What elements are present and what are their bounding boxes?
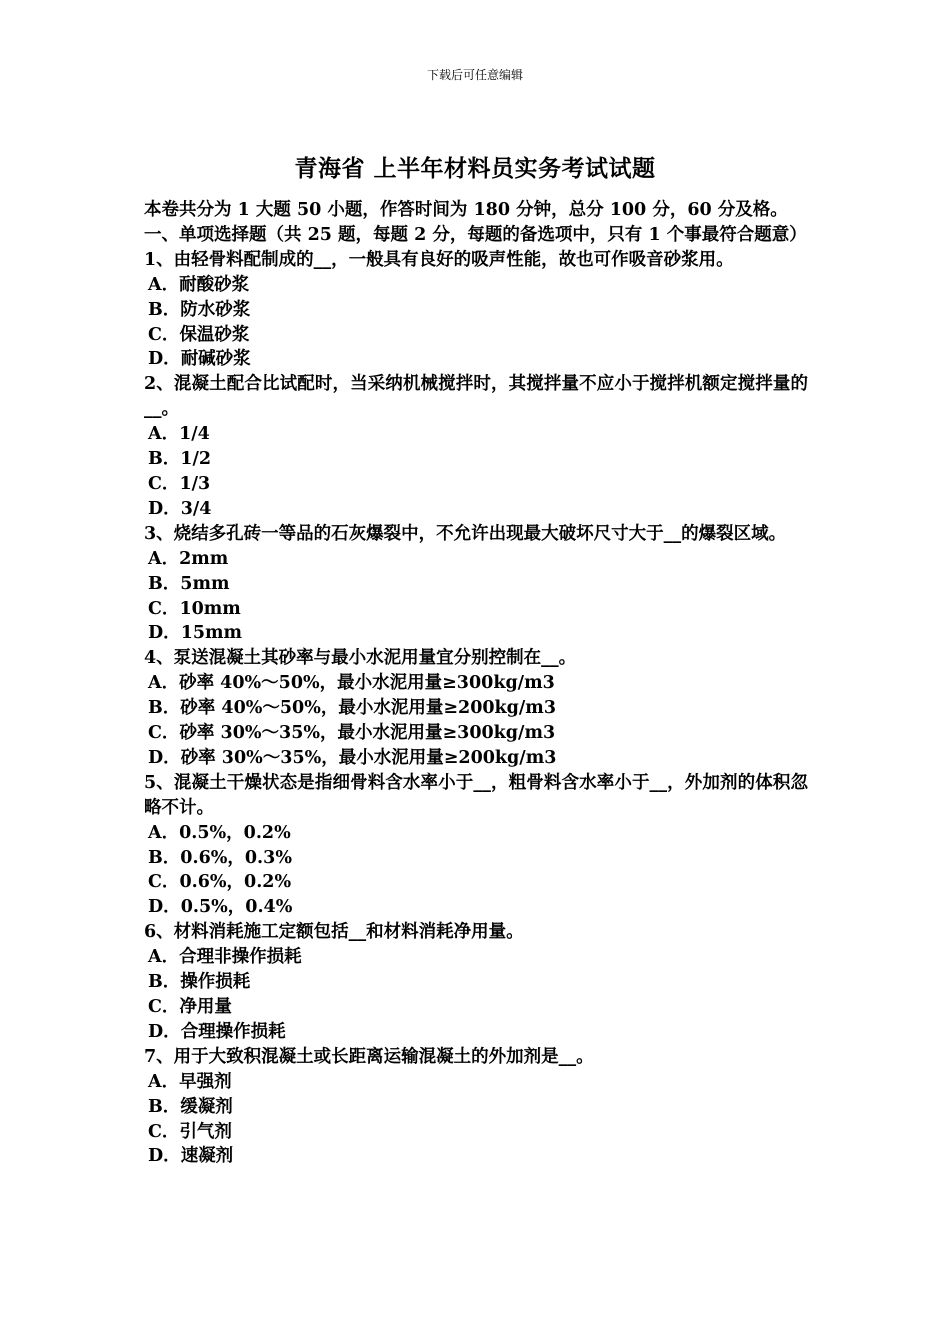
- question-stem: 5、混凝土干燥状态是指细骨料含水率小于__，粗骨料含水率小于__，外加剂的体积忽略不计。: [144, 772, 808, 818]
- answer-option: [144, 1070, 808, 1095]
- section-heading: 一、单项选择题（共 25 题，每题 2 分，每题的备选项中，只有 1 个事最符合题意）: [144, 224, 807, 245]
- answer-option: [144, 273, 808, 298]
- document-title: 青海省 上半年材料员实务考试试题: [294, 155, 656, 182]
- option-text: 耐酸砂浆: [179, 274, 250, 295]
- option-text: 砂率 40%～50%，最小水泥用量≥200kg/m3: [180, 698, 556, 719]
- option-text: 速凝剂: [180, 1146, 234, 1167]
- answer-option: [144, 846, 808, 871]
- answer-option: [144, 895, 808, 920]
- option-text: 1/3: [179, 473, 211, 494]
- question-list: [144, 248, 808, 1170]
- option-text: 保温砂浆: [179, 324, 250, 345]
- option-text: 早强剂: [179, 1071, 232, 1092]
- option-text: 引气剂: [179, 1121, 232, 1142]
- option-text: 0.5%，0.4%: [180, 897, 293, 918]
- question-item: [144, 920, 808, 1045]
- answer-option: [144, 696, 808, 721]
- option-letter: D．: [148, 498, 181, 519]
- option-letter: B．: [148, 847, 181, 868]
- option-letter: C．: [148, 1121, 180, 1142]
- answer-option: [144, 746, 808, 771]
- question-item: [144, 522, 808, 647]
- option-letter: A．: [148, 947, 180, 968]
- option-letter: B．: [148, 449, 181, 470]
- answer-option: [144, 347, 808, 372]
- question-item: [144, 771, 808, 920]
- answer-option: [144, 597, 808, 622]
- answer-option: [144, 572, 808, 597]
- option-text: 1/2: [180, 449, 212, 470]
- option-text: 0.6%，0.3%: [180, 847, 292, 868]
- option-letter: C．: [148, 598, 180, 619]
- option-letter: D．: [148, 1146, 181, 1167]
- answer-option: [144, 422, 808, 447]
- option-letter: B．: [148, 698, 181, 719]
- question-stem: 1、由轻骨料配制成的__，一般具有良好的吸声性能，故也可作吸音砂浆用。: [144, 249, 734, 270]
- question-item: [144, 248, 808, 373]
- option-letter: C．: [148, 473, 180, 494]
- option-text: 0.6%，0.2%: [179, 872, 292, 893]
- option-text: 1/4: [179, 424, 210, 445]
- option-text: 缓凝剂: [180, 1096, 233, 1117]
- option-letter: D．: [148, 897, 181, 918]
- answer-option: [144, 1095, 808, 1120]
- answer-option: [144, 497, 808, 522]
- question-stem: 4、泵送混凝土其砂率与最小水泥用量宜分别控制在__。: [144, 648, 577, 669]
- option-letter: A．: [148, 424, 180, 445]
- answer-option: [144, 970, 808, 995]
- option-letter: B．: [148, 573, 181, 594]
- answer-option: [144, 945, 808, 970]
- option-text: 砂率 40%～50%，最小水泥用量≥300kg/m3: [179, 673, 555, 694]
- option-text: 0.5%，0.2%: [179, 822, 291, 843]
- answer-option: [144, 1120, 808, 1145]
- intro-text: 本卷共分为 1 大题 50 小题，作答时间为 180 分钟，总分 100 分，60 分及格。: [144, 200, 788, 220]
- document-body: [144, 198, 808, 1169]
- answer-option: [144, 323, 808, 348]
- option-text: 5mm: [180, 573, 230, 594]
- option-letter: A．: [148, 1071, 180, 1092]
- option-letter: B．: [148, 972, 181, 993]
- answer-option: [144, 721, 808, 746]
- option-letter: D．: [148, 349, 181, 370]
- option-letter: D．: [148, 623, 181, 644]
- question-stem: 3、烧结多孔砖一等品的石灰爆裂中，不允许出现最大破坏尺寸大于__的爆裂区域。: [144, 523, 787, 544]
- question-stem: 7、用于大致积混凝土或长距离运输混凝土的外加剂是__。: [144, 1046, 594, 1067]
- option-text: 砂率 30%～35%，最小水泥用量≥200kg/m3: [180, 747, 557, 768]
- answer-option: [144, 547, 808, 572]
- option-letter: A．: [148, 274, 180, 295]
- answer-option: [144, 1144, 808, 1169]
- option-letter: C．: [148, 872, 180, 893]
- answer-option: [144, 821, 808, 846]
- answer-option: [144, 472, 808, 497]
- option-letter: A．: [148, 822, 180, 843]
- option-letter: A．: [148, 548, 180, 569]
- question-item: [144, 1045, 808, 1170]
- option-text: 净用量: [179, 997, 232, 1017]
- answer-option: [144, 1020, 808, 1045]
- option-text: 合理非操作损耗: [179, 947, 302, 968]
- header-note: 下载后可任意编辑: [426, 68, 523, 82]
- option-text: 2mm: [179, 548, 229, 569]
- question-item: [144, 646, 808, 771]
- question-stem: 2、混凝土配合比试配时，当采纳机械搅拌时，其搅拌量不应小于搅拌机额定搅拌量的__。: [144, 374, 808, 420]
- answer-option: [144, 621, 808, 646]
- question-item: [144, 372, 808, 521]
- answer-option: [144, 671, 808, 696]
- answer-option: [144, 995, 808, 1020]
- option-text: 砂率 30%～35%，最小水泥用量≥300kg/m3: [179, 723, 556, 744]
- option-letter: C．: [148, 723, 180, 744]
- option-letter: C．: [148, 997, 180, 1017]
- option-text: 合理操作损耗: [180, 1021, 286, 1042]
- option-text: 操作损耗: [180, 972, 251, 993]
- option-text: 防水砂浆: [180, 299, 251, 320]
- answer-option: [144, 870, 808, 895]
- option-text: 10mm: [179, 598, 241, 619]
- answer-option: [144, 447, 808, 472]
- question-stem: 6、材料消耗施工定额包括__和材料消耗净用量。: [144, 922, 524, 943]
- option-letter: A．: [148, 673, 180, 694]
- option-text: 15mm: [180, 623, 243, 644]
- option-letter: B．: [148, 1096, 181, 1117]
- option-text: 耐碱砂浆: [180, 349, 251, 370]
- option-text: 3/4: [180, 498, 212, 519]
- option-letter: D．: [148, 747, 181, 768]
- option-letter: B．: [148, 299, 181, 320]
- answer-option: [144, 298, 808, 323]
- option-letter: D．: [148, 1021, 181, 1042]
- option-letter: C．: [148, 324, 180, 345]
